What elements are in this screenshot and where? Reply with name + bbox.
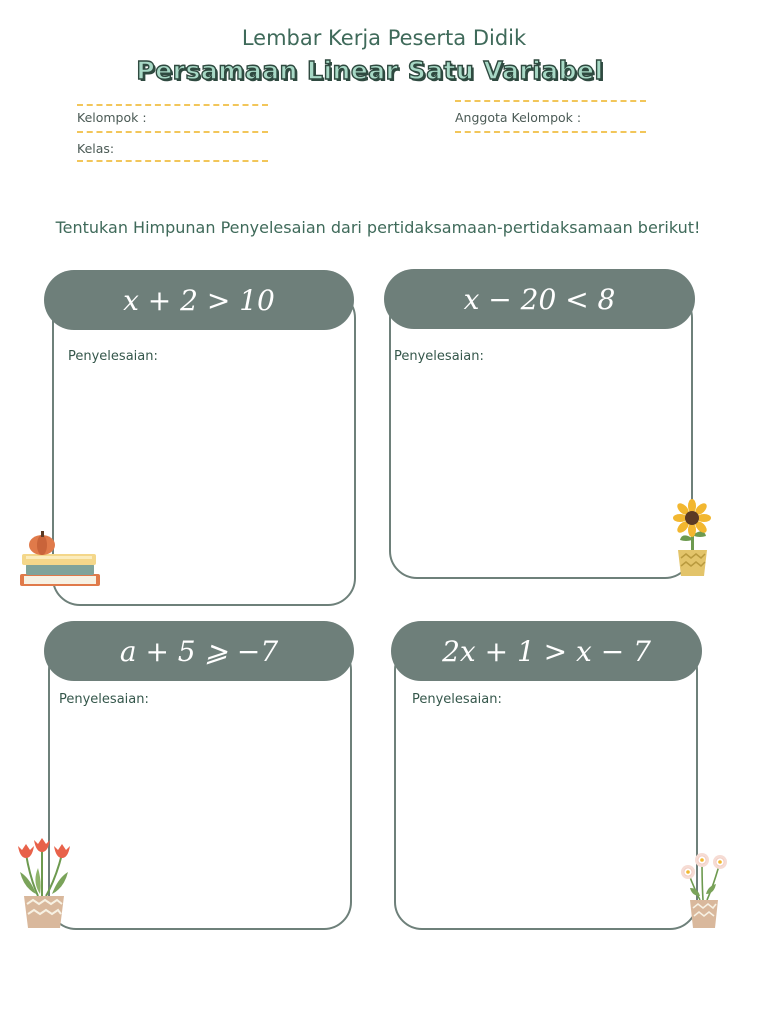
worksheet-subtitle: Lembar Kerja Peserta Didik — [241, 26, 527, 50]
answer-box-3[interactable] — [48, 642, 352, 930]
tulip-pot-icon — [12, 838, 76, 930]
books-pumpkin-icon — [18, 528, 102, 590]
solution-label-3: Penyelesaian: — [59, 692, 149, 707]
dash-line — [455, 100, 646, 102]
solution-label-2: Penyelesaian: — [394, 349, 484, 364]
kelas-input-line[interactable] — [77, 160, 268, 162]
expression-pill-4: 2x + 1 > x − 7 — [391, 621, 702, 681]
kelompok-label: Kelompok : — [77, 110, 147, 125]
expression-pill-3: a + 5 ⩾ −7 — [44, 621, 354, 681]
anggota-input-line[interactable] — [455, 131, 646, 133]
kelompok-input-line[interactable] — [77, 131, 268, 133]
answer-box-4[interactable] — [394, 642, 698, 930]
solution-label-1: Penyelesaian: — [68, 349, 158, 364]
expression-pill-1: x + 2 > 10 — [44, 270, 354, 330]
worksheet-title: Persamaan Linear Satu Variabel — [136, 56, 604, 85]
dash-line — [77, 104, 268, 106]
answer-box-2[interactable] — [389, 290, 693, 579]
daisy-pot-icon — [672, 848, 734, 930]
kelas-label: Kelas: — [77, 141, 115, 156]
solution-label-4: Penyelesaian: — [412, 692, 502, 707]
instruction-text: Tentukan Himpunan Penyelesaian dari pertidaksamaan-pertidaksamaan berikut! — [55, 218, 701, 237]
expression-pill-2: x − 20 < 8 — [384, 269, 695, 329]
anggota-label: Anggota Kelompok : — [455, 110, 582, 125]
sunflower-pot-icon — [672, 498, 714, 580]
